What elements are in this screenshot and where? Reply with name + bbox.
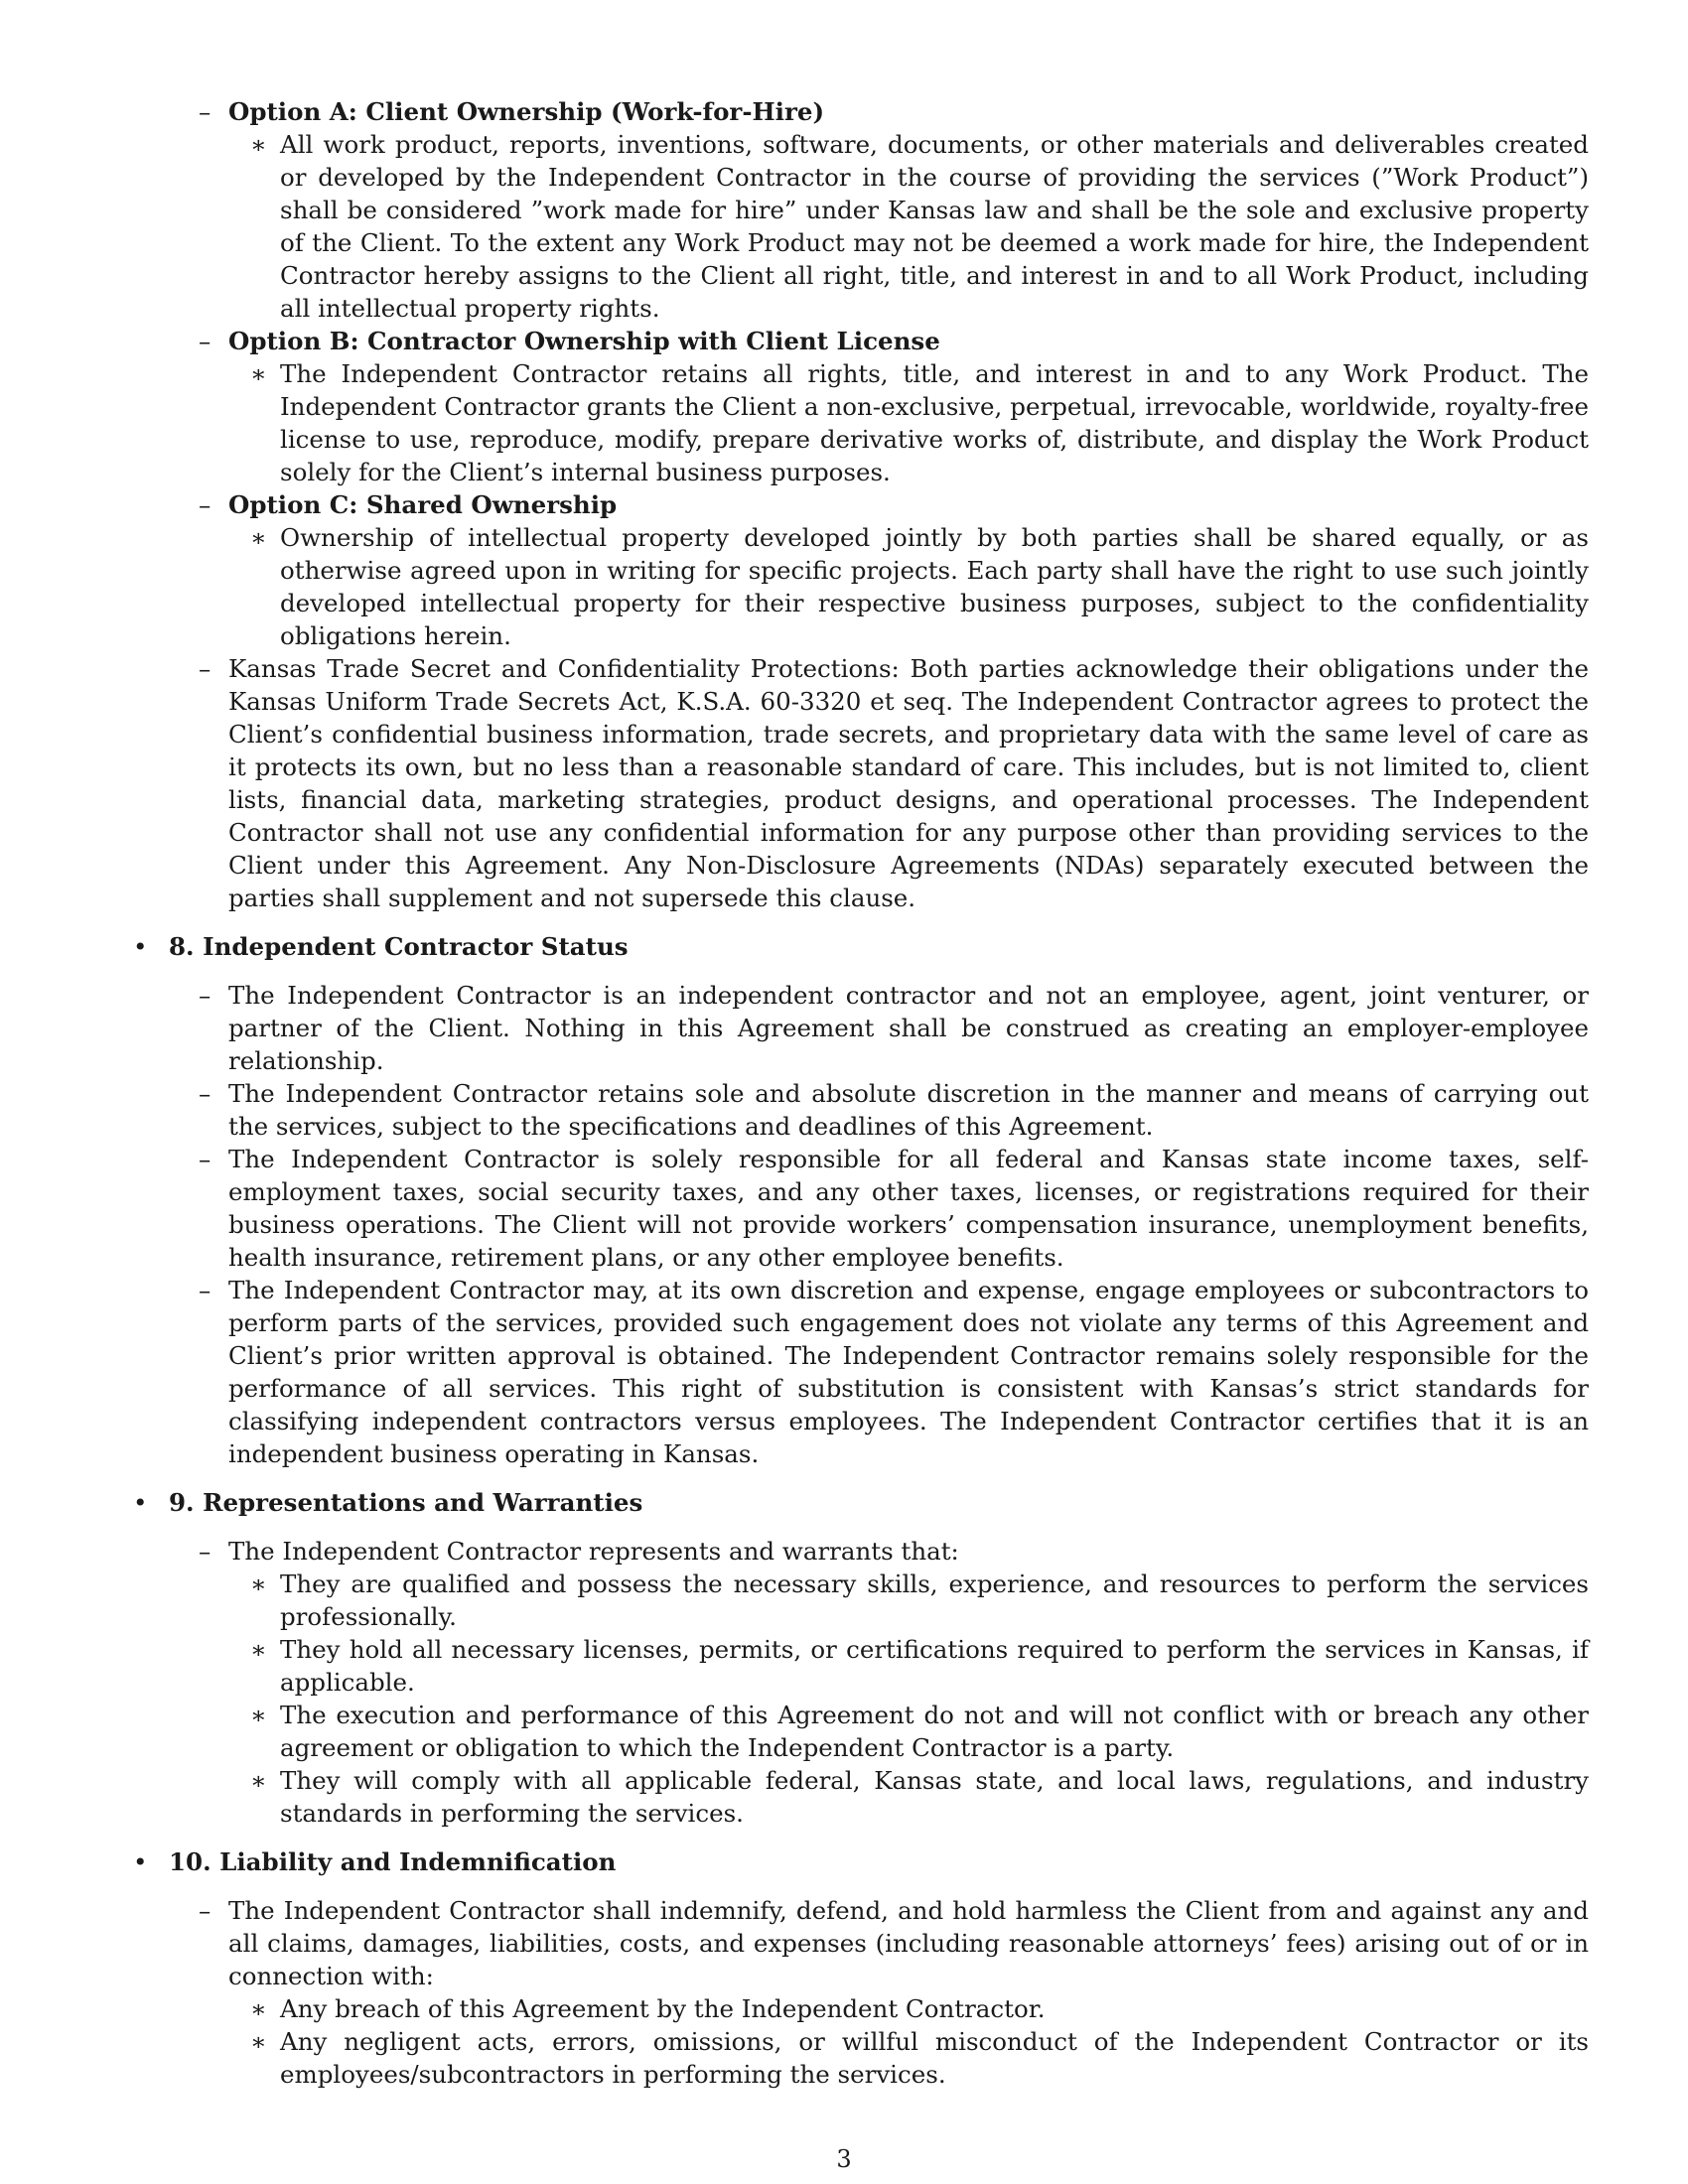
section-8-item-text: The Independent Contractor is an independent contractor and not an employee, agent, joint venturer, or partner of the Client. Nothing in this Agreement shall be construed as creating an employer-employee relationship.: [228, 981, 1589, 1075]
section-8-item-text: The Independent Contractor is solely responsible for all federal and Kansas state income taxes, self-employment taxes, social security taxes, and any other taxes, licenses, or registrations required for their business operations. The Client will not provide workers’ compensation insurance, unemployment benefits, health insurance, retirement plans, or any other employee benefits.: [228, 1145, 1589, 1272]
section-9-subitem-text: The execution and performance of this Agreement do not and will not conflict with or breach any other agreement or obligation to which the Independent Contractor is a party.: [280, 1701, 1589, 1762]
section-10-subitem-text: Any breach of this Agreement by the Independent Contractor.: [280, 1994, 1046, 2023]
option-a-text: All work product, reports, inventions, software, documents, or other materials and deliverables created or developed by the Independent Contractor in the course of providing the services (”Work Product”) shall be considered ”work made for hire” under Kansas law and shall be the sole and exclusive property of the Client. To the extent any Work Product may not be deemed a work made for hire, the Independent Contractor hereby assigns to the Client all right, title, and interest in and to all Work Product, including all intellectual property rights.: [280, 130, 1589, 323]
option-b-text-item: [129, 357, 1589, 488]
section-9-subitem-text: They hold all necessary licenses, permits, or certifications required to perform the services in Kansas, if applicable.: [280, 1635, 1589, 1697]
dash-marker: –: [199, 1537, 211, 1566]
dash-marker: –: [199, 1896, 211, 1925]
section-9-subitem: [129, 1699, 1589, 1764]
star-marker: ∗: [250, 1635, 267, 1664]
section-9-subitem-text: They are qualified and possess the necessary skills, experience, and resources to perform the services professionally.: [280, 1570, 1589, 1631]
section-9: [129, 1486, 1589, 1519]
star-marker: ∗: [250, 1701, 267, 1729]
dash-marker: –: [199, 1145, 211, 1173]
section-8-heading: 8. Independent Contractor Status: [169, 932, 629, 961]
section-10-intro: The Independent Contractor shall indemnify, defend, and hold harmless the Client from and against any and all claims, damages, liabilities, costs, and expenses (including reasonable attorneys’ fees) arising out of or in connection with:: [228, 1896, 1589, 1990]
section-10-heading: 10. Liability and Indemnification: [169, 1847, 617, 1876]
option-b-title: Option B: Contractor Ownership with Client License: [228, 327, 940, 355]
trade-secret-item: [129, 652, 1589, 914]
bullet-marker: •: [133, 932, 148, 961]
star-marker: ∗: [250, 1766, 267, 1795]
section-10-subitem: [129, 1992, 1589, 2025]
section-8-list: [129, 979, 1589, 1470]
section-8-item-text: The Independent Contractor may, at its own discretion and expense, engage employees or subcontractors to perform parts of the services, provided such engagement does not violate any terms of this Agreement and Client’s prior written approval is obtained. The Independent Contractor remains solely responsible for the performance of all services. This right of substitution is consistent with Kansas’s strict standards for classifying independent contractors versus employees. The Independent Contractor certifies that it is an independent business operating in Kansas.: [228, 1276, 1589, 1468]
section-9-subitem: [129, 1568, 1589, 1633]
star-marker: ∗: [250, 2027, 267, 2056]
document-body: [129, 95, 1589, 2091]
star-marker: ∗: [250, 1994, 267, 2023]
section-10-subitem: [129, 2025, 1589, 2091]
option-b-text: The Independent Contractor retains all rights, title, and interest in and to any Work Product. The Independent Contractor grants the Client a non-exclusive, perpetual, irrevocable, worldwide, royalty-free license to use, reproduce, modify, prepare derivative works of, distribute, and display the Work Product solely for the Client’s internal business purposes.: [280, 359, 1589, 486]
section-9-subitem-text: They will comply with all applicable federal, Kansas state, and local laws, regulations, and industry standards in performing the services.: [280, 1766, 1589, 1828]
section-7-continuation: [129, 95, 1589, 914]
star-marker: ∗: [250, 1570, 267, 1598]
section-9-list: [129, 1535, 1589, 1830]
section-10-intro-item: [129, 1894, 1589, 1992]
dash-marker: –: [199, 654, 211, 683]
option-c-text: Ownership of intellectual property developed jointly by both parties shall be shared equally, or as otherwise agreed upon in writing for specific projects. Each party shall have the right to use such jointly developed intellectual property for their respective business purposes, subject to the confidentiality obligations herein.: [280, 523, 1589, 650]
option-c-item: [129, 488, 1589, 521]
dash-marker: –: [199, 97, 211, 126]
dash-marker: –: [199, 1276, 211, 1304]
section-9-heading: 9. Representations and Warranties: [169, 1488, 643, 1517]
section-8-item: [129, 979, 1589, 1077]
section-8-item-text: The Independent Contractor retains sole and absolute discretion in the manner and means of carrying out the services, subject to the specifications and deadlines of this Agreement.: [228, 1079, 1589, 1141]
section-10-subitem-text: Any negligent acts, errors, omissions, or willful misconduct of the Independent Contractor or its employees/subcontractors in performing the services.: [280, 2027, 1589, 2089]
star-marker: ∗: [250, 359, 267, 388]
bullet-marker: •: [133, 1488, 148, 1517]
dash-marker: –: [199, 490, 211, 519]
option-a-text-item: [129, 128, 1589, 325]
section-9-intro-item: [129, 1535, 1589, 1568]
section-9-subitem: [129, 1764, 1589, 1830]
section-8-item: [129, 1143, 1589, 1274]
section-8: [129, 930, 1589, 963]
star-marker: ∗: [250, 130, 267, 159]
section-10: [129, 1845, 1589, 1878]
section-9-subitem: [129, 1633, 1589, 1699]
option-c-title: Option C: Shared Ownership: [228, 490, 618, 519]
option-a-item: [129, 95, 1589, 128]
dash-marker: –: [199, 981, 211, 1010]
section-10-list: [129, 1894, 1589, 2091]
star-marker: ∗: [250, 523, 267, 552]
dash-marker: –: [199, 1079, 211, 1108]
page-number: 3: [836, 2145, 852, 2173]
option-b-item: [129, 325, 1589, 357]
section-9-intro: The Independent Contractor represents and warrants that:: [228, 1537, 959, 1566]
trade-secret-text: Kansas Trade Secret and Confidentiality Protections: Both parties acknowledge their obligations under the Kansas Uniform Trade Secrets Act, K.S.A. 60-3320 et seq. The Independent Contractor agrees to protect the Client’s confidential business information, trade secrets, and proprietary data with the same level of care as it protects its own, but no less than a reasonable standard of care. This includes, but is not limited to, client lists, financial data, marketing strategies, product designs, and operational processes. The Independent Contractor shall not use any confidential information for any purpose other than providing services to the Client under this Agreement. Any Non-Disclosure Agreements (NDAs) separately executed between the parties shall supplement and not supersede this clause.: [228, 654, 1589, 912]
option-c-text-item: [129, 521, 1589, 652]
bullet-marker: •: [133, 1847, 148, 1876]
section-8-item: [129, 1274, 1589, 1470]
section-8-item: [129, 1077, 1589, 1143]
dash-marker: –: [199, 327, 211, 355]
option-a-title: Option A: Client Ownership (Work-for-Hire): [228, 97, 825, 126]
